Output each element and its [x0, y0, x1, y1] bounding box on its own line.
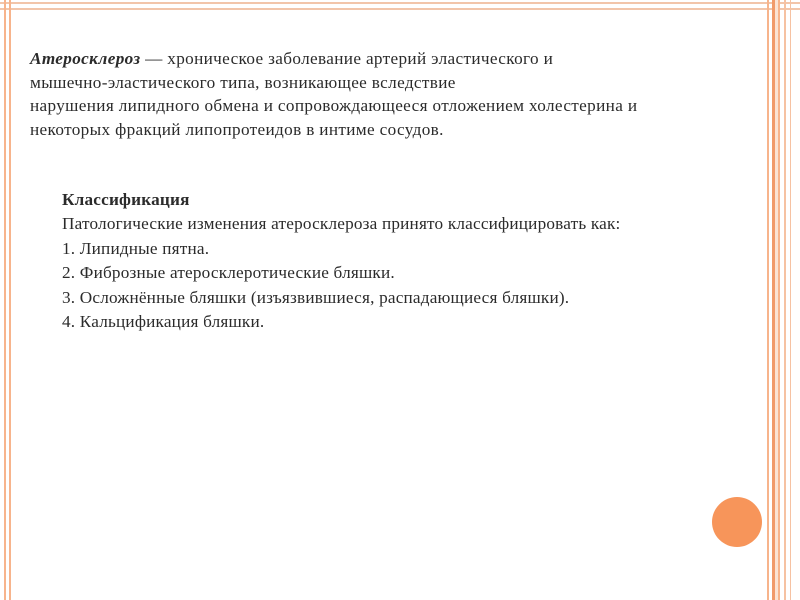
frame-top-outer-line: [0, 2, 800, 4]
definition-line-3: нарушения липидного обмена и сопровождающееся отложением холестерина и: [30, 96, 638, 115]
frame-right-line-5: [790, 0, 791, 600]
frame-top-inner-line: [0, 8, 800, 10]
definition-line-1: — хроническое заболевание артерий эластического и: [140, 49, 554, 68]
classification-heading: Классификация: [62, 190, 190, 209]
definition-line-4: некоторых фракций липопротеидов в интиме сосудов.: [30, 119, 444, 139]
classification-item-4: 4. Кальцификация бляшки.: [62, 312, 265, 332]
frame-right-line-2: [772, 0, 775, 600]
definition-term: Атеросклероз: [30, 49, 141, 68]
frame-left-outer-line: [4, 0, 6, 600]
classification-item-3: 3. Осложнённые бляшки (изъязвившиеся, распадающиеся бляшки).: [62, 287, 570, 307]
definition-paragraph: [30, 47, 765, 141]
definition-line-2: мышечно-эластического типа, возникающее вследствие: [30, 72, 456, 92]
classification-item-2: 2. Фиброзные атеросклеротические бляшки.: [62, 263, 395, 283]
classification-intro: Патологические изменения атеросклероза принято классифицировать как:: [62, 214, 621, 234]
classification-item-1: 1. Липидные пятна.: [62, 238, 210, 258]
classification-block: [62, 188, 742, 334]
frame-left-inner-line: [9, 0, 11, 600]
frame-right-line-3: [778, 0, 780, 600]
frame-right-line-4: [784, 0, 786, 600]
frame-right-line-1: [767, 0, 769, 600]
accent-circle: [712, 497, 762, 547]
